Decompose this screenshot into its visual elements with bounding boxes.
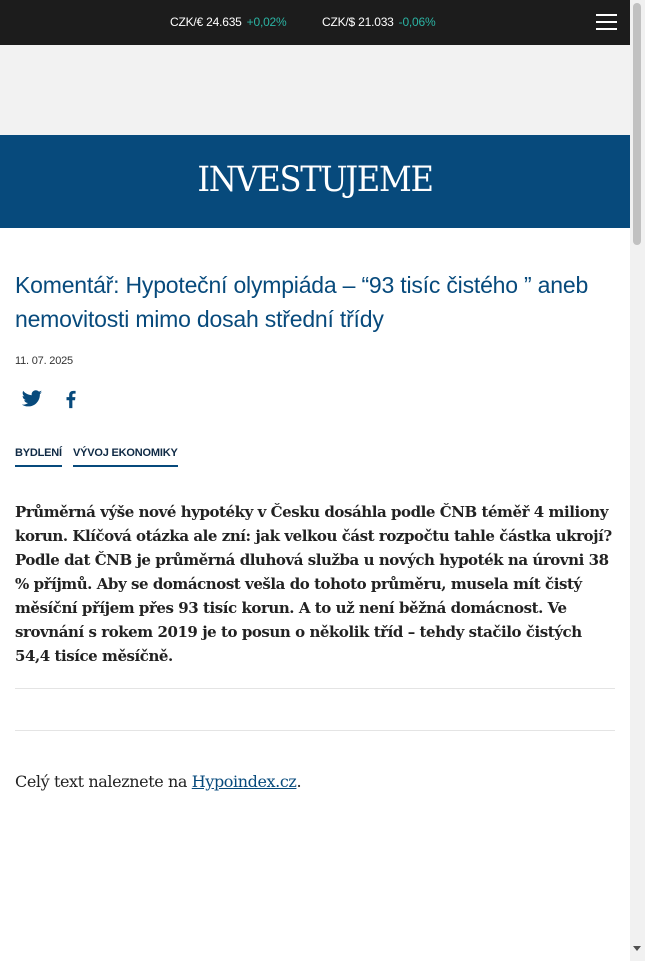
scrollbar-thumb[interactable] <box>633 3 641 245</box>
source-suffix: . <box>296 772 302 791</box>
article-perex: Průměrná výše nové hypotéky v Česku dosáhla podle ČNB téměř 4 miliony korun. Klíčová otázka ale zní: jak velkou část rozpočtu tahle částka ukrojí? Podle dat ČNB je průměrná dluhová služba u nových hypoték na úrovni 38 % příjmů. Aby se domácnost vešla do tohoto průměru, musela mít čistý měsíční příjem přes 93 tisíc korun. A to už není běžná domácnost. Ve srovnání s rokem 2019 je to posun o několik tříd – tehdy stačilo čistých 54,4 tisíce měsíčně. <box>15 503 612 665</box>
source-prefix: Celý text naleznete na <box>15 772 192 791</box>
source-link[interactable]: Hypoindex.cz <box>191 772 297 791</box>
tag-bydleni[interactable]: BYDLENÍ <box>15 447 62 467</box>
article-title: Komentář: Hypoteční olympiáda – “93 tisíc čistého ” aneb nemovitosti mimo dosah střední třídy <box>15 272 589 332</box>
ticker-usd-label: CZK/$ 21.033 <box>322 15 394 29</box>
scrollbar[interactable] <box>630 0 645 961</box>
currency-ticker-bar <box>0 0 630 45</box>
ad-placeholder <box>0 45 630 135</box>
ticker-usd-change: -0,06% <box>398 15 436 29</box>
ticker-eur-change: +0,02% <box>246 15 287 29</box>
source-note <box>15 772 301 791</box>
hamburger-menu-icon[interactable] <box>596 13 618 31</box>
ticker-eur-label: CZK/€ 24.635 <box>170 15 242 29</box>
site-logo[interactable]: INVESTUJEME <box>197 160 433 200</box>
scroll-down-arrow-icon[interactable] <box>633 946 641 951</box>
divider <box>15 730 615 731</box>
divider <box>15 688 615 689</box>
facebook-icon[interactable] <box>60 388 82 410</box>
tag-vyvoj-ekonomiky[interactable]: VÝVOJ EKONOMIKY <box>73 447 178 467</box>
ticker-usd <box>322 15 435 29</box>
ticker-eur <box>170 15 287 29</box>
twitter-icon[interactable] <box>21 388 43 410</box>
article-date: 11. 07. 2025 <box>15 355 73 367</box>
